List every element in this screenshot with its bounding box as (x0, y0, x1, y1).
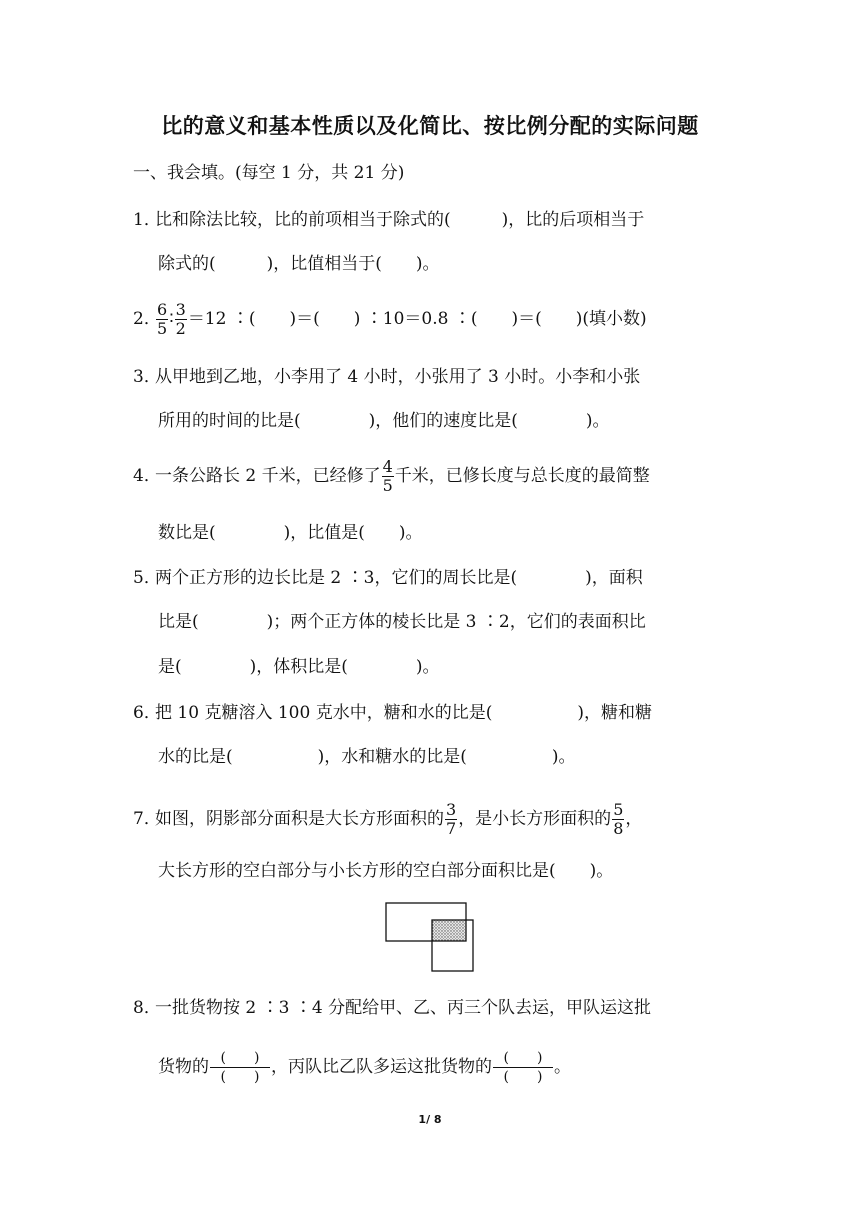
question-6-line-2: 水的比是( )，水和糖水的比是( )。 (158, 747, 576, 767)
numerator: 5 (613, 800, 624, 819)
question-1-line-1 (133, 209, 644, 231)
blank-fraction[interactable] (210, 1049, 270, 1086)
numerator-blank[interactable]: ( ) (503, 1050, 543, 1066)
question-number: 3． (133, 367, 161, 387)
numerator: 4 (382, 457, 393, 476)
fraction-three-sevenths (445, 801, 457, 838)
fraction-six-fifths (156, 301, 168, 338)
question-text: 把 10 克糖溶入 100 克水中，糖和水的比是( )，糖和糖 (155, 703, 652, 723)
question-text: 从甲地到乙地，小李用了 4 小时，小张用了 3 小时。小李和小张 (155, 367, 641, 387)
question-text: 两个正方形的边长比是 2 ∶3，它们的周长比是( )，面积 (155, 568, 643, 588)
question-text: 货物的 (158, 1057, 209, 1077)
fraction-five-eighths (612, 801, 624, 838)
page-title: 比的意义和基本性质以及化简比、按比例分配的实际问题 (161, 114, 699, 138)
question-text: 比和除法比较，比的前项相当于除式的( )，比的后项相当于 (155, 210, 645, 230)
question-number: 8． (133, 998, 161, 1018)
question-text: ＝12 ∶( )＝( ) ∶10＝0.8 ∶( )＝( )(填小数) (187, 309, 647, 329)
numerator: 3 (446, 800, 457, 819)
numerator: 3 (175, 300, 186, 319)
fraction-three-halves (175, 301, 187, 338)
denominator: 2 (175, 319, 186, 338)
ratio-colon: ∶ (169, 309, 174, 329)
question-5-line-1 (133, 567, 643, 589)
denominator-blank[interactable]: ( ) (493, 1067, 553, 1086)
denominator: 5 (157, 319, 168, 338)
section-heading: 一、我会填。(每空 1 分，共 21 分) (133, 163, 405, 183)
question-4-line-2: 数比是( )，比值是( )。 (158, 523, 423, 543)
question-number: 5． (133, 568, 161, 588)
question-text: 一批货物按 2 ∶3 ∶4 分配给甲、乙、丙三个队去运，甲队运这批 (155, 998, 652, 1018)
question-2-line-1 (133, 301, 647, 338)
question-text: 千米，已修长度与总长度的最简整 (394, 466, 650, 486)
question-7-line-2: 大长方形的空白部分与小长方形的空白部分面积比是( )。 (158, 861, 614, 881)
page-number: 1/ 8 (418, 1113, 442, 1126)
question-number: 4． (133, 466, 161, 486)
question-text: ，丙队比乙队多运这批货物的 (271, 1057, 492, 1077)
question-5-line-2: 比是( )；两个正方体的棱长比是 3 ∶2，它们的表面积比 (158, 612, 646, 632)
question-1-line-2: 除式的( )，比值相当于( )。 (158, 254, 440, 274)
question-number: 2． (133, 309, 161, 329)
overlapping-rectangles-figure (384, 900, 478, 974)
comma: ， (625, 809, 643, 829)
question-text: ，是小长方形面积的 (458, 809, 612, 829)
question-8-line-1 (133, 997, 651, 1019)
denominator: 7 (446, 819, 457, 838)
period: 。 (554, 1057, 571, 1077)
question-5-line-3: 是( )，体积比是( )。 (158, 657, 440, 677)
question-8-line-2 (158, 1049, 571, 1086)
blank-fraction[interactable] (493, 1049, 553, 1086)
question-number: 1． (133, 210, 161, 230)
question-text: 如图，阴影部分面积是大长方形面积的 (155, 809, 444, 829)
numerator-blank[interactable]: ( ) (220, 1050, 260, 1066)
denominator: 8 (613, 819, 624, 838)
question-3-line-2: 所用的时间的比是( )，他们的速度比是( )。 (158, 411, 610, 431)
fraction-four-fifths (382, 458, 394, 495)
question-6-line-1 (133, 702, 652, 724)
question-3-line-1 (133, 366, 640, 388)
denominator: 5 (382, 476, 393, 495)
denominator-blank[interactable]: ( ) (210, 1067, 270, 1086)
question-number: 7． (133, 809, 161, 829)
question-4-line-1 (133, 458, 650, 495)
question-number: 6． (133, 703, 161, 723)
numerator: 6 (157, 300, 168, 319)
shaded-overlap-region (432, 920, 466, 941)
question-text: 一条公路长 2 千米，已经修了 (155, 466, 381, 486)
question-7-line-1 (133, 801, 642, 838)
